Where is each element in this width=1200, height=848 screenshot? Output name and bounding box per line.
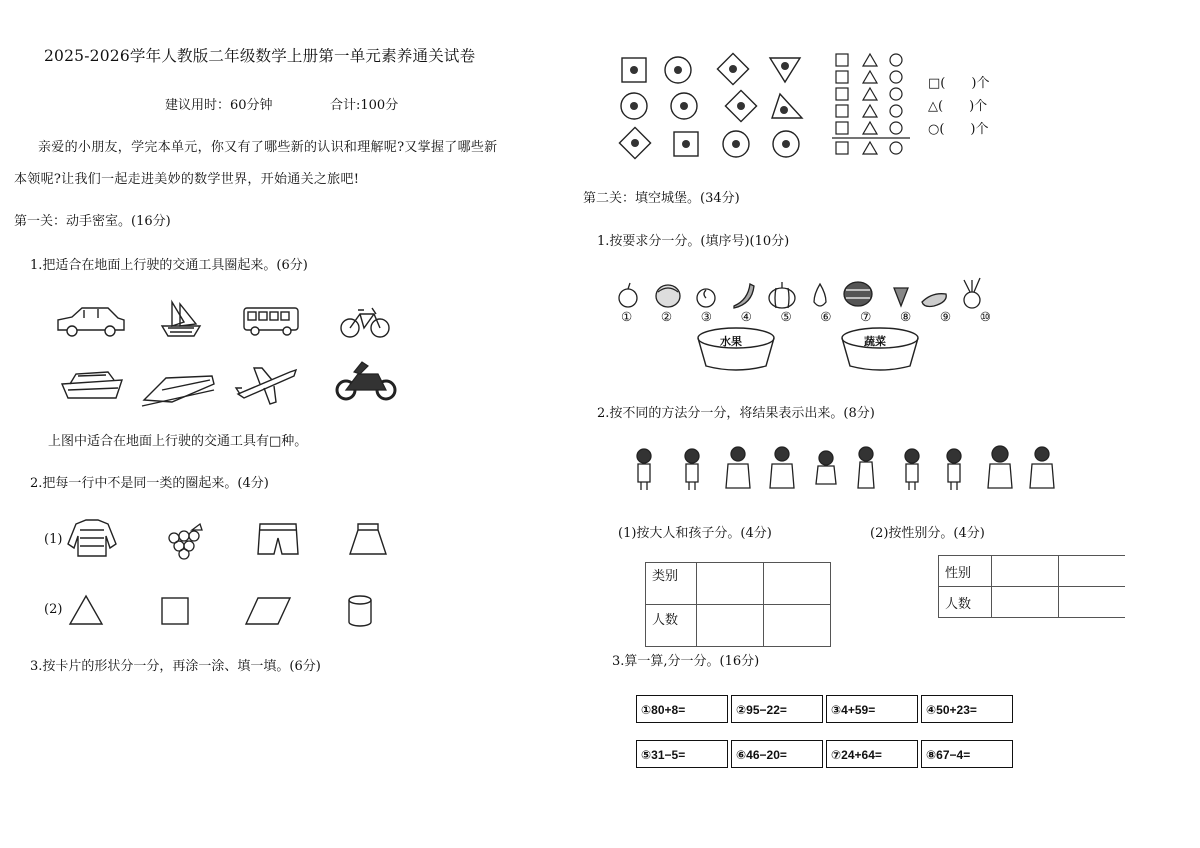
produce-number: ③ [700,309,712,324]
table2-cell[interactable] [992,556,1059,587]
basket-fruit-label: 水果 [720,335,742,348]
part2-q2-sub2: (2)按性别分。(4分) [870,526,985,541]
basket-veg-label: 蔬菜 [864,335,886,348]
calc-box[interactable]: ⑧67−4= [921,740,1013,768]
person-icon [637,449,651,490]
pumpkin-icon[interactable] [769,282,795,308]
part2-q1: 1.按要求分一分。(填序号)(10分) [597,234,790,249]
cabbage-icon[interactable] [656,285,680,307]
car-icon[interactable] [58,308,124,336]
table1-cell[interactable] [764,563,831,605]
part2-q3: 3.算一算,分一分。(16分) [612,654,760,669]
count-square-shape: □ [928,76,941,91]
count-circle [928,118,989,137]
cylinder-shape[interactable] [349,596,371,626]
people-figure [630,444,1070,494]
radish-icon[interactable] [964,278,980,308]
person-icon [947,449,961,490]
count-triangle-shape: △ [928,99,938,114]
part2-q2: 2.按不同的方法分一分，将结果表示出来。(8分) [597,406,875,421]
table1-cell[interactable] [697,563,764,605]
produce-number: ⑨ [939,309,952,324]
vehicles-figure [50,296,410,406]
produce-number: ⑤ [780,309,792,324]
square-shape[interactable] [162,598,188,624]
page-title: 2025-2026学年人教版二年级数学上册第一单元素养通关试卷 [44,47,476,65]
calc-box[interactable]: ③4+59= [826,695,918,723]
part1-q1: 1.把适合在地面上行驶的交通工具圈起来。(6分) [30,258,308,273]
parallelogram-shape[interactable] [246,598,290,624]
part2-q2-sub1: (1)按大人和孩子分。(4分) [618,526,772,541]
coloring-grid [832,52,916,156]
total-score: 合计:100分 [330,98,399,113]
train-icon[interactable] [142,376,214,406]
table-gender [938,555,1125,618]
produce-number: ④ [740,309,752,324]
sweater-icon[interactable] [68,520,116,556]
grapes-icon[interactable] [169,524,202,559]
produce-number: ⑦ [860,309,872,324]
count-square [928,72,989,91]
person-icon [905,449,919,490]
table1-row1-header: 类别 [646,563,697,605]
table2-row2-header: 人数 [939,587,992,618]
person-icon [1030,447,1054,488]
table2-cell[interactable] [1059,587,1126,618]
produce-number: ② [660,309,673,324]
pepper-icon[interactable] [734,284,754,308]
table2-row1-header: 性别 [939,556,992,587]
person-icon [816,451,836,484]
q2-row2-figure [68,594,398,628]
part1-q3: 3.按卡片的形状分一分，再涂一涂、填一填。(6分) [30,659,321,674]
calc-box[interactable]: ②95−22= [731,695,823,723]
q2-row2-label: (2) [44,602,63,617]
produce-number: ⑧ [900,309,912,324]
table1-cell[interactable] [697,605,764,647]
motorcycle-icon[interactable] [337,362,395,399]
part1-title: 第一关：动手密室。(16分) [14,214,171,229]
calc-box[interactable]: ⑥46−20= [731,740,823,768]
bicycle-icon[interactable] [341,308,389,337]
table2-cell[interactable] [992,587,1059,618]
shorts-icon[interactable] [258,524,298,554]
table-adult-child [645,562,831,647]
count-triangle [928,95,987,114]
q2-row1-figure [68,518,398,562]
person-icon [726,447,750,488]
apple-icon[interactable] [619,283,637,307]
calc-box[interactable]: ⑤31−5= [636,740,728,768]
part1-q2: 2.把每一行中不是同一类的圈起来。(4分) [30,476,269,491]
peach-icon[interactable] [697,289,715,307]
bus-icon[interactable] [244,308,298,335]
person-icon [770,447,794,488]
eggplant-icon[interactable] [922,294,946,307]
count-square-blank[interactable]: ( )个 [940,76,990,91]
watermelon-icon[interactable] [844,282,872,306]
skirt-icon[interactable] [350,524,386,554]
calc-box[interactable]: ④50+23= [921,695,1013,723]
produce-number: ① [621,309,633,324]
strawberry-icon[interactable] [894,288,908,306]
pear-icon[interactable] [814,284,826,306]
shape-cards-figure [612,52,812,162]
sailboat-icon[interactable] [162,302,200,336]
person-icon [858,447,874,488]
part1-q1-fill: 上图中适合在地面上行驶的交通工具有□种。 [48,434,308,449]
calc-box[interactable]: ⑦24+64= [826,740,918,768]
table1-row2-header: 人数 [646,605,697,647]
triangle-shape[interactable] [70,596,102,624]
airplane-icon[interactable] [236,368,296,404]
count-circle-blank[interactable]: ( )个 [939,122,989,137]
part2-title: 第二关：填空城堡。(34分) [583,191,740,206]
intro-line-2: 本领呢?让我们一起走进美妙的数学世界，开始通关之旅吧! [14,172,360,187]
calc-box[interactable]: ①80+8= [636,695,728,723]
table2-cell[interactable] [1059,556,1126,587]
ship-icon[interactable] [62,372,122,398]
person-icon [988,446,1012,488]
count-circle-shape: ○ [928,122,940,137]
triangle-card[interactable] [772,94,802,118]
produce-number: ⑩ [979,309,991,324]
produce-number: ⑥ [820,309,832,324]
suggested-time: 建议用时：60分钟 [165,98,273,113]
q2-row1-label: (1) [44,532,63,547]
intro-line-1: 亲爱的小朋友，学完本单元，你又有了哪些新的认识和理解呢?又掌握了哪些新 [38,140,498,155]
table1-cell[interactable] [764,605,831,647]
produce-numbers [621,309,991,324]
count-triangle-blank[interactable]: ( )个 [938,99,988,114]
person-icon [685,449,699,490]
